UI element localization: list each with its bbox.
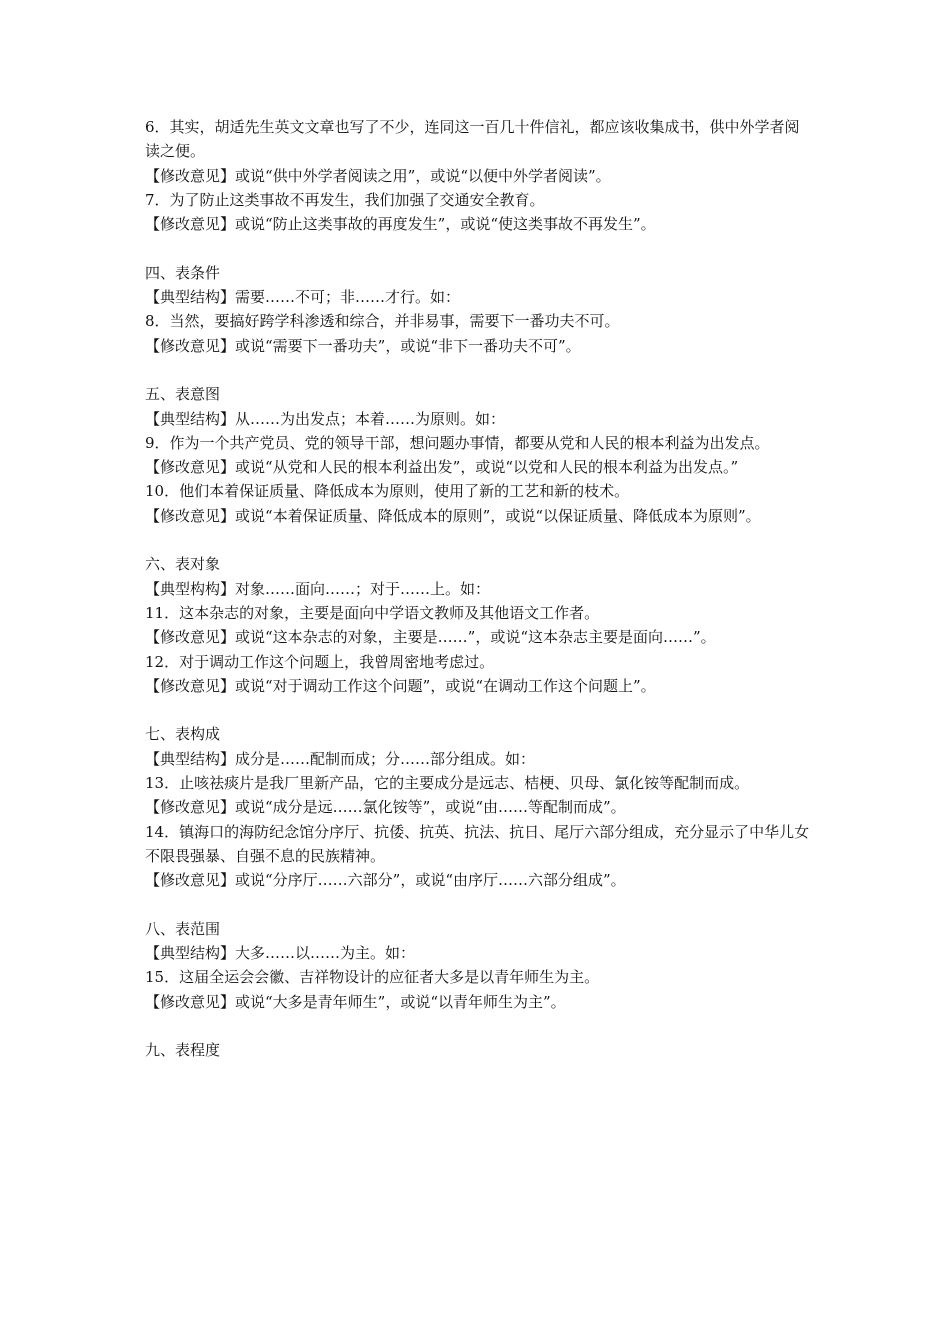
example-8-text: 8．当然，要搞好跨学科渗透和综合，并非易事，需要下一番功夫不可。 <box>145 312 620 331</box>
section-6-heading: 六、表对象 <box>145 555 221 574</box>
section-4-structure: 【典型结构】需要……不可；非……才行。如： <box>145 288 461 307</box>
example-10-text: 10．他们本着保证质量、降低成本为原则，使用了新的工艺和新的枝术。 <box>145 482 630 501</box>
example-13-text: 13．止咳祛痰片是我厂里新产品，它的主要成分是远志、桔梗、贝母、氯化铵等配制而成。 <box>145 774 750 793</box>
section-9-heading: 九、表程度 <box>145 1041 221 1060</box>
example-12-revision: 【修改意见】或说“对于调动工作这个问题”，或说“在调动工作这个问题上”。 <box>145 676 656 695</box>
paragraph-gap <box>145 528 810 552</box>
section-8-heading: 八、表范围 <box>145 919 221 938</box>
section-7-heading: 七、表构成 <box>145 725 221 744</box>
example-11-revision: 【修改意见】或说“这本杂志的对象，主要是……”，或说“这本杂志主要是面向……”。 <box>145 628 716 647</box>
document-body <box>145 115 810 1063</box>
example-12-text: 12．对于调动工作这个问题上，我曾周密地考虑过。 <box>145 652 495 671</box>
example-11-text: 11．这本杂志的对象，主要是面向中学语文教师及其他语文工作者。 <box>145 603 600 622</box>
paragraph-gap <box>145 698 810 722</box>
section-4-heading: 四、表条件 <box>145 263 221 282</box>
example-9-revision: 【修改意见】或说“从党和人民的根本利益出发”，或说“以党和人民的根本利益为出发点。” <box>145 458 739 477</box>
example-8-revision: 【修改意见】或说“需要下一番功夫”，或说“非下一番功夫不可”。 <box>145 336 581 355</box>
example-13-revision: 【修改意见】或说“成分是远……氯化铵等”，或说“由……等配制而成”。 <box>145 798 626 817</box>
example-15-text: 15．这届全运会会徽、吉祥物设计的应征者大多是以青年师生为主。 <box>145 968 600 987</box>
section-7-structure: 【典型结构】成分是……配制而成；分……部分组成。如： <box>145 749 536 768</box>
section-6-structure: 【典型构构】对象……面向……；对于……上。如： <box>145 579 491 598</box>
example-6-revision: 【修改意见】或说“供中外学者阅读之用”，或说“以便中外学者阅读”。 <box>145 166 611 185</box>
paragraph-gap <box>145 1014 810 1038</box>
example-7-text: 7．为了防止这类事故不再发生，我们加强了交通安全教育。 <box>145 190 545 209</box>
paragraph-gap <box>145 893 810 917</box>
example-15-revision: 【修改意见】或说“大多是青年师生”，或说“以青年师生为主”。 <box>145 992 566 1011</box>
example-7-revision: 【修改意见】或说“防止这类事故的再度发生”，或说“使这类事故不再发生”。 <box>145 215 656 234</box>
section-5-heading: 五、表意图 <box>145 385 221 404</box>
example-14-text: 14．镇海口的海防纪念馆分序厅、抗倭、抗英、抗法、抗日、尾厅六部分组成，充分显示了中华儿女不限畏强暴、自强不息的民族精神。 <box>145 822 810 865</box>
paragraph-gap <box>145 236 810 260</box>
example-14-revision: 【修改意见】或说“分序厅……六部分”，或说“由序厅……六部分组成”。 <box>145 871 626 890</box>
section-5-structure: 【典型结构】从……为出发点；本着……为原则。如： <box>145 409 506 428</box>
example-9-text: 9．作为一个共产党员、党的领导干部，想问题办事情，都要从党和人民的根本利益为出发点。 <box>145 433 770 452</box>
paragraph-gap <box>145 358 810 382</box>
example-6-text: 6．其实，胡适先生英文文章也写了不少，连同这一百几十件信礼，都应该收集成书，供中外学者阅读之便。 <box>145 118 800 161</box>
section-8-structure: 【典型结构】大多……以……为主。如： <box>145 944 416 963</box>
example-10-revision: 【修改意见】或说“本着保证质量、降低成本的原则”，或说“以保证质量、降低成本为原则”。 <box>145 506 761 525</box>
